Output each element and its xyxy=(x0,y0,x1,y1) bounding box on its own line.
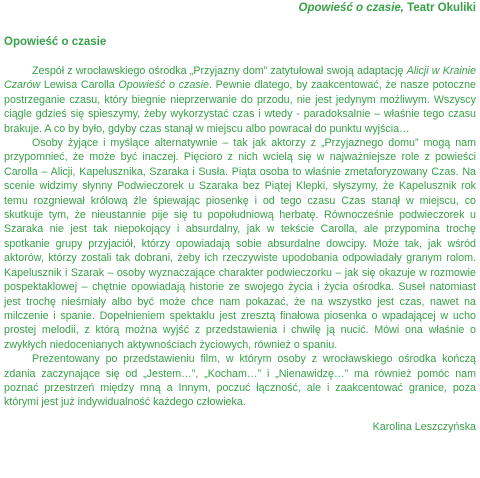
paragraph-2: Osoby żyjące i myślące alternatywnie – tak jak aktorzy z „Przyjaznego domu” mogą nam przypomnieć, że może być inaczej. Pięcioro z nich wcielą się w najważniejsze role z powieści Carolla – Alicji, Kapelusznika, Szaraka i Susła. Piąta osoba to właśnie zmetaforyzowany Czas. Na scenie widzimy słynny Podwieczorek u Szaraka bez Piątej Klepki, słyszymy, że Kapelusznik rok temu rozgniewał królową źle śpiewając piosenkę i od tego czasu Czas stanął w miejscu, co skutkuje tym, że nieustannie pije się tu popołudniową herbatę. Równocześnie podwieczorek u Szaraka nie jest tak niepokojący i absurdalny, jak w tekście Carolla, ale przypomina trochę spotkanie grupy przyjaciół, którzy opowiadają sobie absurdalne dowcipy. Może tak, jak wśród aktorów, którzy zostali tak dobrani, żeby ich rzeczywiste upodobania odpowiadały granym rolom. Kapelusznik i Szarak – osoby wyznaczające charakter podwieczorku – jak się okazuje w rozmowie pospektaklowej – chętnie opowiadają historie ze swojego życia i życia ośrodka. Suseł natomiast jest trochę nieśmiały albo być może chce nam pokazać, że na wszystko jest czas, nawet na milczenie i spanie. Dopełnieniem spektaklu jest zresztą finałowa piosenka o wpadającej w ucho prostej melodii, z którą można wyjść z przedstawienia i chwilę ją nucić. Mówi ona właśnie o zwykłych niedocenianych aktywnościach życiowych, również o spaniu. xyxy=(4,137,476,351)
p1-play-title: Opowieść o czasie xyxy=(118,79,209,92)
p1-text-a: Zespół z wrocławskiego ośrodka „Przyjazny dom” zatytułował swoją adaptację xyxy=(32,65,407,77)
article-title: Opowieść o czasie xyxy=(4,36,107,48)
paragraph-3: Prezentowany po przedstawieniu film, w którym osoby z wrocławskiego ośrodka kończą zdania zaczynające się od „Jestem…”, „Kocham…” i „Nienawidzę…” ma również pomóc nam poznać przestrzeń między mną a Innym, poczuć łączność, ale i zaakcentować granice, poza którymi jest już indywidualność każdego człowieka. xyxy=(4,353,476,409)
p1-text-b: Lewisa Carolla xyxy=(40,79,119,92)
header-theatre: Teatr Okuliki xyxy=(403,2,476,14)
paragraph-1 xyxy=(4,64,476,136)
document-page xyxy=(4,0,476,434)
p1-text-c: . Pewnie dlatego, by zaakcentować, że nasze potoczne postrzeganie czasu, który biegnie nieprzerwanie do przodu, nie jest jedynym możliwym. Wszyscy ciągle gdzieś się spieszymy, żeby wykorzystać czas i wtedy - paradoksalnie – właśnie tego czasu brakuje. A co by było, gdyby czas stanął w miejscu albo powracał do punktu wyjścia… xyxy=(4,79,476,135)
running-header xyxy=(4,1,476,16)
author-signature: Karolina Leszczyńska xyxy=(372,420,476,433)
header-play-title: Opowieść o czasie, xyxy=(298,2,404,14)
article-body xyxy=(4,64,476,410)
p1-book-title: Alicji w Krainie Czarów xyxy=(4,65,476,92)
